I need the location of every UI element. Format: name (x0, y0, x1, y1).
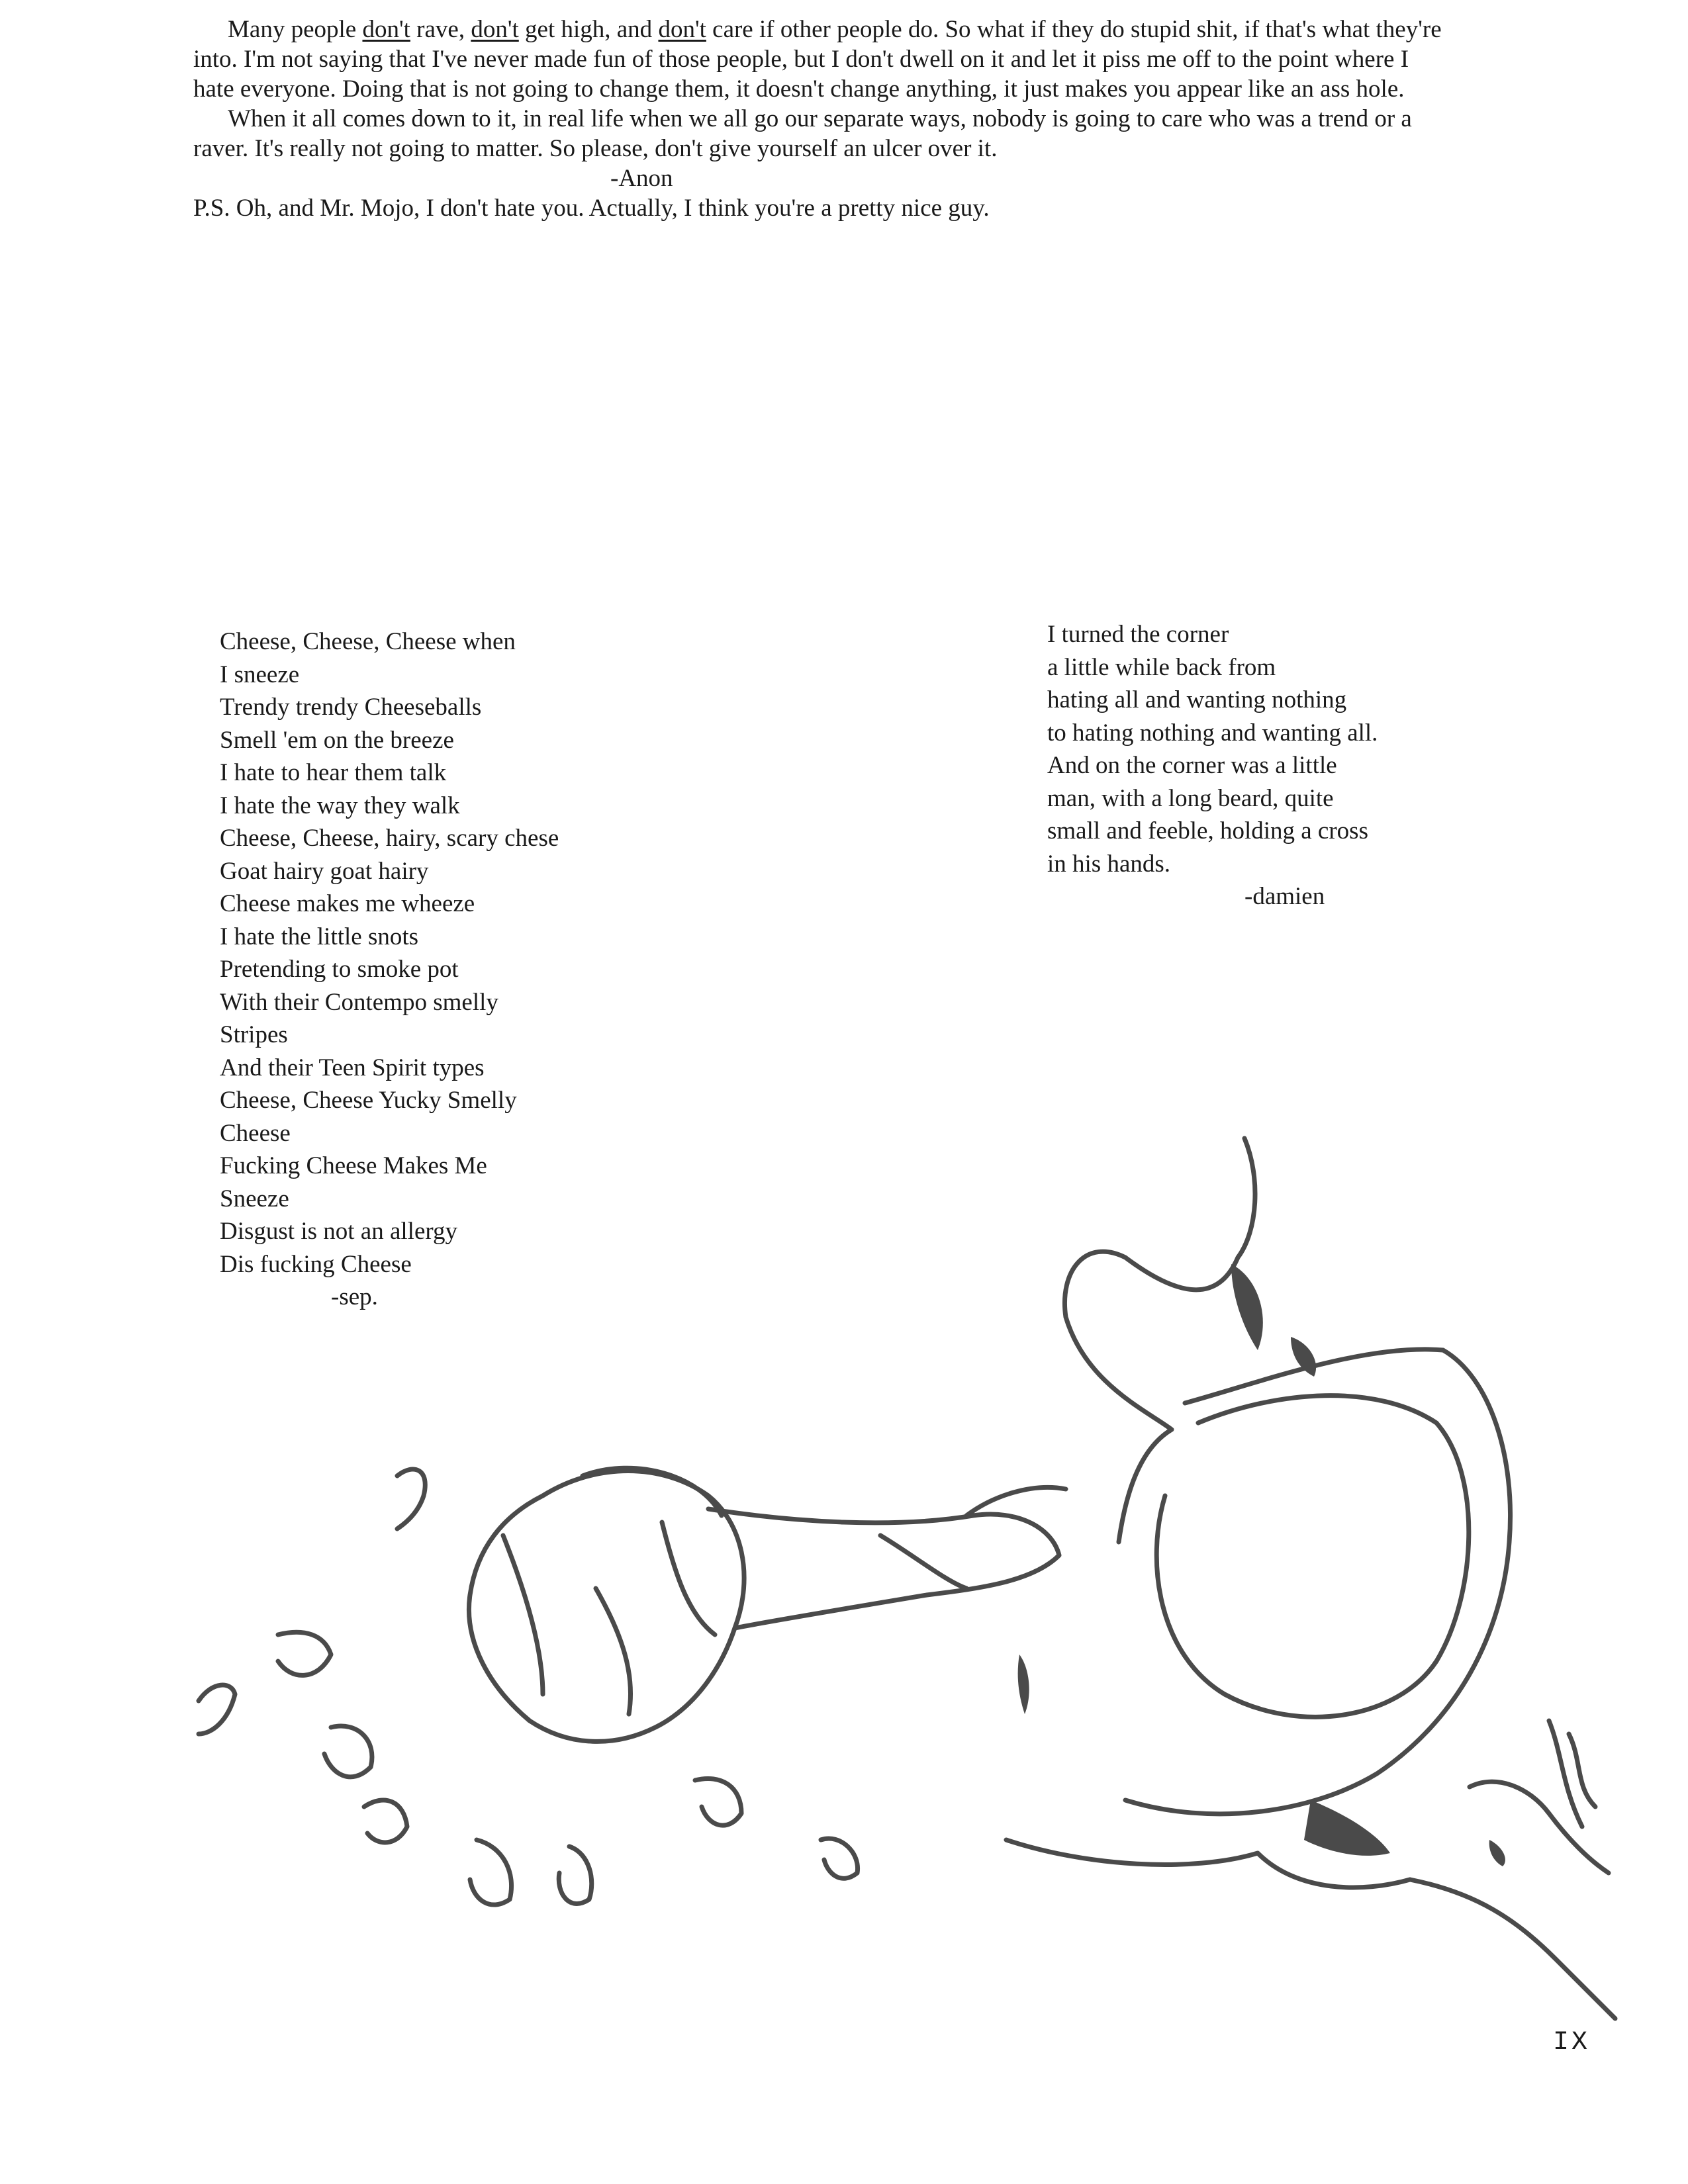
poem-line: Cheese, Cheese, Cheese when (220, 628, 516, 655)
nose-outline (1064, 1138, 1255, 1542)
underlined-word: don't (362, 16, 410, 43)
underlined-word: don't (658, 16, 706, 43)
text-run: Many people (228, 16, 363, 43)
droplet (821, 1839, 858, 1878)
poem-signature: -damien (1244, 883, 1325, 910)
spray-inner (503, 1468, 722, 1714)
spray-stream (708, 1509, 1059, 1628)
text-run: rave, (410, 16, 471, 43)
droplet (559, 1846, 592, 1903)
underlined-word: don't (471, 16, 519, 43)
cheek-outline (1125, 1349, 1511, 1814)
poem-line: Goat hairy goat hairy (220, 857, 429, 885)
poem-line: Fucking Cheese Makes Me (220, 1152, 487, 1179)
nostril-outline (1156, 1396, 1469, 1717)
droplet (695, 1778, 741, 1825)
poem-line: Pretending to smoke pot (220, 956, 459, 983)
shadow-fill (1018, 1655, 1029, 1714)
droplet (397, 1469, 425, 1529)
poem-line: With their Contempo smelly (220, 988, 498, 1016)
shadow-fill (1489, 1840, 1505, 1866)
page-number: IX (1553, 2028, 1591, 2058)
poem-line: to hating nothing and wanting all. (1047, 719, 1378, 747)
poem-line: Sneeze (220, 1185, 289, 1212)
poem-line: Dis fucking Cheese (220, 1250, 412, 1278)
poem-line: Cheese, Cheese Yucky Smelly (220, 1087, 517, 1114)
poem-line: And their Teen Spirit types (220, 1054, 485, 1081)
spray-stream-detail (880, 1487, 1066, 1588)
droplet (324, 1726, 372, 1777)
poem-line: I hate to hear them talk (220, 759, 447, 786)
poem-line: hating all and wanting nothing (1047, 686, 1347, 713)
poem-line: Stripes (220, 1021, 288, 1048)
poem-line: Cheese (220, 1119, 291, 1147)
droplet (364, 1800, 407, 1843)
shadow-fill (1231, 1264, 1263, 1350)
poem-line: a little while back from (1047, 653, 1276, 681)
text-run: get high, and (518, 16, 659, 43)
text-run: care if other people do. So what if they do stupid shit, if that's what they're into. I'm not saying that I've never made fun of those people, but I don't dwell on it and let it piss me off to the point where I hate everyone. Doing that is not going to change them, it doesn't change anything, it just makes you appear like an ass hole. (193, 16, 1442, 103)
poem-line: small and feeble, holding a cross (1047, 817, 1368, 844)
poem-signature: -sep. (331, 1283, 378, 1310)
poem-line: Disgust is not an allergy (220, 1218, 458, 1245)
postscript: P.S. Oh, and Mr. Mojo, I don't hate you. Actually, I think you're a pretty nice guy. (193, 195, 990, 222)
essay-paragraph-2: When it all comes down to it, in real life when we all go our separate ways, nobody is going to care who was a trend or a raver. It's really not going to matter. So please, don't give yourself an ulcer over it. (193, 105, 1412, 162)
poem-line: Cheese, Cheese, hairy, scary chese (220, 825, 559, 852)
poem-line: I hate the way they walk (220, 792, 460, 819)
poem-line: man, with a long beard, quite (1047, 784, 1334, 812)
droplet (199, 1685, 235, 1734)
droplet (278, 1632, 331, 1675)
essay-signature: -Anon (610, 165, 673, 192)
poem-line: I hate the little snots (220, 923, 419, 950)
chin-outline (1410, 1880, 1615, 2019)
droplet (470, 1840, 512, 1905)
poem-line: I sneeze (220, 660, 300, 688)
poem-line: Trendy trendy Cheeseballs (220, 694, 482, 721)
poem-line: And on the corner was a little (1047, 752, 1337, 779)
poem-line: I turned the corner (1047, 621, 1229, 648)
poem-line: Cheese makes me wheeze (220, 890, 475, 917)
shadow-fill (1304, 1800, 1390, 1856)
poem-line: Smell 'em on the breeze (220, 726, 454, 754)
poem-line: in his hands. (1047, 850, 1171, 878)
